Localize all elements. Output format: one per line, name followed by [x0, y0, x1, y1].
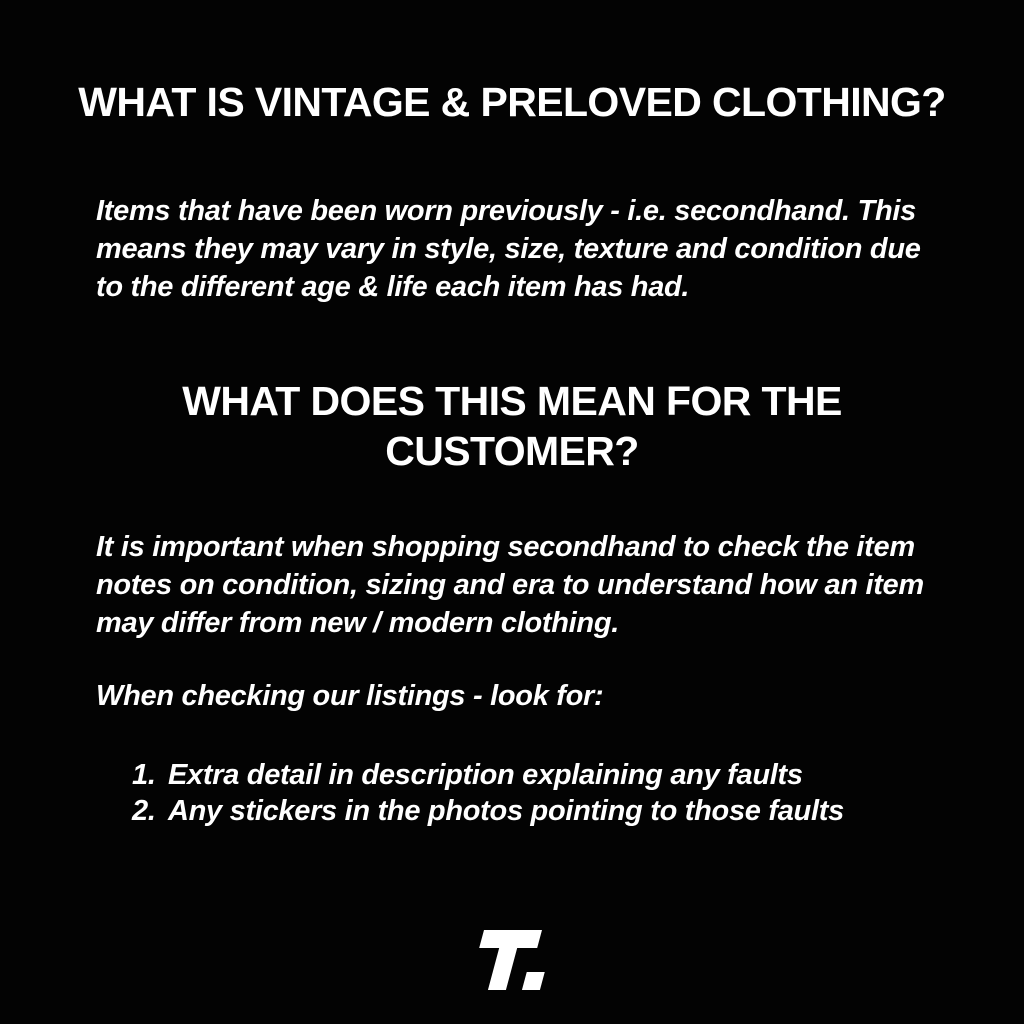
customer-line-1: It is important when shopping secondhand to check the item — [96, 531, 915, 563]
customer-paragraph — [96, 528, 964, 642]
list-item — [132, 793, 1024, 829]
list-item-text: Extra detail in description explaining any faults — [168, 759, 803, 791]
list-item — [132, 757, 1024, 793]
list-item-number: 2. — [132, 795, 156, 827]
intro-line-1: Items that have been worn previously - i.e. secondhand. This — [96, 195, 916, 227]
intro-line-2: means they may vary in style, size, texture and condition due — [96, 233, 921, 265]
section-title-customer: WHAT DOES THIS MEAN FOR THE CUSTOMER? — [182, 378, 842, 474]
list-item-number: 1. — [132, 759, 156, 791]
page-title: WHAT IS VINTAGE & PRELOVED CLOTHING? — [78, 79, 946, 125]
customer-line-3: may differ from new / modern clothing. — [96, 607, 620, 639]
customer-line-2: notes on condition, sizing and era to understand how an item — [96, 569, 924, 601]
listings-intro: When checking our listings - look for: — [96, 680, 604, 712]
list-item-text: Any stickers in the photos pointing to those faults — [168, 795, 844, 827]
intro-paragraph — [96, 192, 964, 306]
intro-line-3: to the different age & life each item has had. — [96, 271, 690, 303]
fault-checklist — [132, 757, 1024, 829]
brand-logo-icon — [460, 928, 564, 994]
